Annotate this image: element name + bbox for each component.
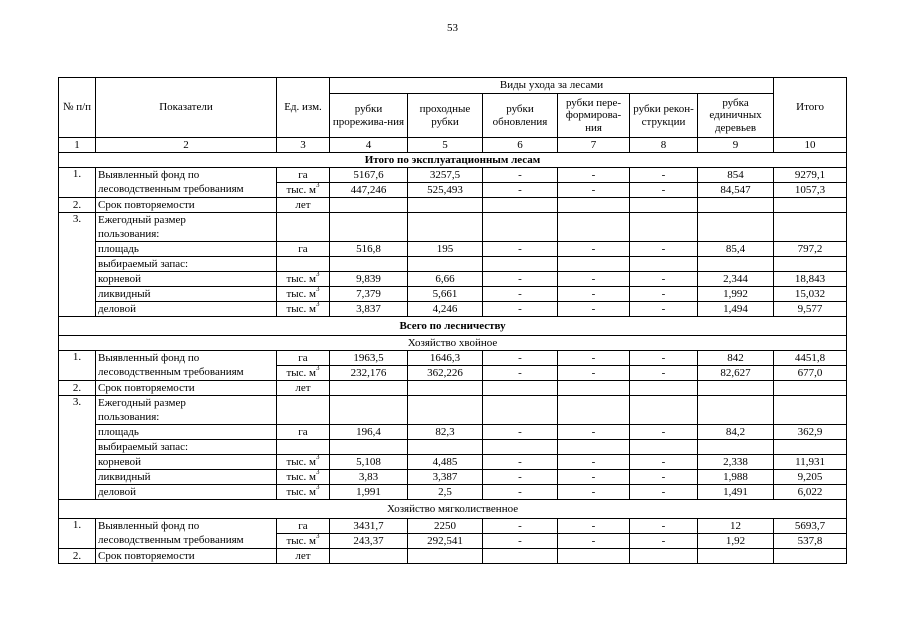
value-cell: 9279,1 xyxy=(774,168,847,183)
value-cell: - xyxy=(630,519,698,534)
value-cell: - xyxy=(558,425,630,440)
value-cell: 84,2 xyxy=(698,425,774,440)
value-cell: 4,485 xyxy=(408,455,483,470)
row-label: пользования: xyxy=(96,410,277,425)
header-total: Итого xyxy=(774,78,847,138)
value-cell: 1057,3 xyxy=(774,183,847,198)
value-cell: 842 xyxy=(698,351,774,366)
row-number: 1. xyxy=(59,519,96,549)
value-cell: 232,176 xyxy=(330,366,408,381)
table-row xyxy=(59,302,847,317)
value-cell: - xyxy=(558,366,630,381)
value-cell: - xyxy=(630,366,698,381)
value-cell: 82,627 xyxy=(698,366,774,381)
value-cell: 196,4 xyxy=(330,425,408,440)
table-row xyxy=(59,425,847,440)
col-number: 4 xyxy=(330,138,408,153)
value-cell: 537,8 xyxy=(774,534,847,549)
value-cell: - xyxy=(483,485,558,500)
value-cell: 7,379 xyxy=(330,287,408,302)
value-cell: - xyxy=(558,470,630,485)
value-cell: - xyxy=(483,287,558,302)
table-row xyxy=(59,168,847,183)
table-row xyxy=(59,519,847,534)
table-row xyxy=(59,198,847,213)
value-cell: - xyxy=(558,183,630,198)
value-cell: 3,83 xyxy=(330,470,408,485)
value-cell: 12 xyxy=(698,519,774,534)
table-row xyxy=(59,549,847,564)
value-cell: 4451,8 xyxy=(774,351,847,366)
value-cell: 362,226 xyxy=(408,366,483,381)
header-sub: рубка единичных деревьев xyxy=(698,94,774,138)
value-cell: - xyxy=(630,242,698,257)
table-row xyxy=(59,534,847,549)
col-number: 8 xyxy=(630,138,698,153)
unit-cell: тыс. $м^3$ xyxy=(277,455,330,470)
header-sub: проходные рубки xyxy=(408,94,483,138)
row-number: 1. xyxy=(59,168,96,198)
value-cell: - xyxy=(558,242,630,257)
value-cell: - xyxy=(630,534,698,549)
value-cell: - xyxy=(630,470,698,485)
value-cell: - xyxy=(483,470,558,485)
row-label: деловой xyxy=(96,485,277,500)
header-group: Виды ухода за лесами xyxy=(330,78,774,94)
value-cell: 292,541 xyxy=(408,534,483,549)
value-cell: - xyxy=(483,366,558,381)
value-cell: 243,37 xyxy=(330,534,408,549)
row-label: лесоводственным требованиям xyxy=(96,366,277,381)
row-label: Срок повторяемости xyxy=(96,198,277,213)
col-number: 10 xyxy=(774,138,847,153)
value-cell: - xyxy=(558,272,630,287)
section-subtitle: Хозяйство мягколиственное xyxy=(59,500,847,519)
value-cell: - xyxy=(483,168,558,183)
value-cell: - xyxy=(483,425,558,440)
header-indicator: Показатели xyxy=(96,78,277,138)
value-cell: - xyxy=(558,351,630,366)
row-label: Ежегодный размер xyxy=(96,396,277,411)
table-row xyxy=(59,213,847,228)
row-label: пользования: xyxy=(96,227,277,242)
row-label: выбираемый запас: xyxy=(96,440,277,455)
value-cell: 1,92 xyxy=(698,534,774,549)
value-cell: 1,992 xyxy=(698,287,774,302)
value-cell: 3,387 xyxy=(408,470,483,485)
value-cell: 82,3 xyxy=(408,425,483,440)
unit-cell: тыс. $м^3$ xyxy=(277,272,330,287)
section-title: Всего по лесничеству xyxy=(59,317,847,336)
row-label: корневой xyxy=(96,455,277,470)
forest-care-table xyxy=(58,77,847,564)
value-cell: - xyxy=(558,168,630,183)
table-row xyxy=(59,381,847,396)
table-row xyxy=(59,272,847,287)
value-cell: 516,8 xyxy=(330,242,408,257)
value-cell: 6,66 xyxy=(408,272,483,287)
header-unit: Ед. изм. xyxy=(277,78,330,138)
value-cell: 2,344 xyxy=(698,272,774,287)
row-label: лесоводственным требованиям xyxy=(96,534,277,549)
table-row xyxy=(59,396,847,411)
value-cell: - xyxy=(630,302,698,317)
value-cell: 854 xyxy=(698,168,774,183)
value-cell: - xyxy=(558,287,630,302)
row-label: деловой xyxy=(96,302,277,317)
row-label: Срок повторяемости xyxy=(96,549,277,564)
value-cell: 3257,5 xyxy=(408,168,483,183)
value-cell: 2,5 xyxy=(408,485,483,500)
value-cell: - xyxy=(630,425,698,440)
col-number: 5 xyxy=(408,138,483,153)
unit-cell: тыс. $м^3$ xyxy=(277,302,330,317)
header-sub: рубки обновления xyxy=(483,94,558,138)
row-label: лесоводственным требованиям xyxy=(96,183,277,198)
row-label: площадь xyxy=(96,425,277,440)
value-cell: - xyxy=(483,519,558,534)
value-cell: 677,0 xyxy=(774,366,847,381)
table-row xyxy=(59,485,847,500)
header-num: № п/п xyxy=(59,78,96,138)
unit-cell: тыс. $м^3$ xyxy=(277,287,330,302)
value-cell: - xyxy=(558,534,630,549)
value-cell: - xyxy=(483,242,558,257)
value-cell: 5693,7 xyxy=(774,519,847,534)
unit-cell: тыс. $м^3$ xyxy=(277,470,330,485)
table-row xyxy=(59,351,847,366)
row-label: ликвидный xyxy=(96,470,277,485)
table-row xyxy=(59,183,847,198)
row-label: Выявленный фонд по xyxy=(96,168,277,183)
value-cell: 2,338 xyxy=(698,455,774,470)
unit-cell: тыс. $м^3$ xyxy=(277,183,330,198)
row-number: 3. xyxy=(59,213,96,317)
header-row xyxy=(59,78,847,94)
value-cell: - xyxy=(630,272,698,287)
value-cell: - xyxy=(558,455,630,470)
row-label: ликвидный xyxy=(96,287,277,302)
page-number: 53 xyxy=(447,22,458,34)
row-label: Ежегодный размер xyxy=(96,213,277,228)
value-cell: - xyxy=(630,351,698,366)
value-cell: 1,491 xyxy=(698,485,774,500)
table-row xyxy=(59,455,847,470)
value-cell: 5,661 xyxy=(408,287,483,302)
unit-cell: лет xyxy=(277,381,330,396)
unit-cell: тыс. $м^3$ xyxy=(277,485,330,500)
header-sub: рубки прорежива-ния xyxy=(330,94,408,138)
value-cell: 1646,3 xyxy=(408,351,483,366)
value-cell: 1,988 xyxy=(698,470,774,485)
value-cell: - xyxy=(630,287,698,302)
col-number: 6 xyxy=(483,138,558,153)
value-cell: 15,032 xyxy=(774,287,847,302)
value-cell: 84,547 xyxy=(698,183,774,198)
unit-cell: га xyxy=(277,519,330,534)
value-cell: 525,493 xyxy=(408,183,483,198)
value-cell: 1963,5 xyxy=(330,351,408,366)
table-row xyxy=(59,366,847,381)
value-cell: 6,022 xyxy=(774,485,847,500)
row-label: Срок повторяемости xyxy=(96,381,277,396)
section-title: Итого по эксплуатационным лесам xyxy=(59,153,847,168)
section-subtitle: Хозяйство хвойное xyxy=(59,336,847,351)
col-number: 2 xyxy=(96,138,277,153)
col-number: 7 xyxy=(558,138,630,153)
value-cell: 3,837 xyxy=(330,302,408,317)
value-cell: 18,843 xyxy=(774,272,847,287)
row-label: выбираемый запас: xyxy=(96,257,277,272)
unit-cell: лет xyxy=(277,198,330,213)
value-cell: - xyxy=(483,302,558,317)
row-label: Выявленный фонд по xyxy=(96,351,277,366)
row-label: площадь xyxy=(96,242,277,257)
table-row xyxy=(59,470,847,485)
table-row xyxy=(59,287,847,302)
value-cell: 2250 xyxy=(408,519,483,534)
value-cell: - xyxy=(483,534,558,549)
value-cell: 9,205 xyxy=(774,470,847,485)
unit-cell: тыс. $м^3$ xyxy=(277,534,330,549)
value-cell: - xyxy=(630,168,698,183)
col-number: 9 xyxy=(698,138,774,153)
value-cell: 3431,7 xyxy=(330,519,408,534)
value-cell: - xyxy=(630,183,698,198)
table-row xyxy=(59,242,847,257)
value-cell: 9,839 xyxy=(330,272,408,287)
unit-cell: тыс. $м^3$ xyxy=(277,366,330,381)
row-number: 1. xyxy=(59,351,96,381)
value-cell: 1,991 xyxy=(330,485,408,500)
row-label: Выявленный фонд по xyxy=(96,519,277,534)
row-number: 2. xyxy=(59,549,96,564)
row-number: 2. xyxy=(59,381,96,396)
value-cell: 5,108 xyxy=(330,455,408,470)
value-cell: - xyxy=(558,485,630,500)
value-cell: - xyxy=(630,485,698,500)
value-cell: - xyxy=(483,455,558,470)
value-cell: - xyxy=(483,183,558,198)
unit-cell: га xyxy=(277,351,330,366)
col-number: 1 xyxy=(59,138,96,153)
value-cell: 447,246 xyxy=(330,183,408,198)
value-cell: 195 xyxy=(408,242,483,257)
value-cell: 11,931 xyxy=(774,455,847,470)
value-cell: - xyxy=(483,272,558,287)
col-number: 3 xyxy=(277,138,330,153)
value-cell: 85,4 xyxy=(698,242,774,257)
value-cell: 797,2 xyxy=(774,242,847,257)
value-cell: - xyxy=(558,302,630,317)
unit-cell: га xyxy=(277,242,330,257)
unit-cell: лет xyxy=(277,549,330,564)
unit-cell: га xyxy=(277,425,330,440)
table-row xyxy=(59,440,847,455)
header-sub: рубки рекон-струкции xyxy=(630,94,698,138)
value-cell: 362,9 xyxy=(774,425,847,440)
value-cell: - xyxy=(558,519,630,534)
value-cell: - xyxy=(483,351,558,366)
row-number: 2. xyxy=(59,198,96,213)
value-cell: 5167,6 xyxy=(330,168,408,183)
table-row xyxy=(59,257,847,272)
row-number: 3. xyxy=(59,396,96,500)
value-cell: 9,577 xyxy=(774,302,847,317)
value-cell: 4,246 xyxy=(408,302,483,317)
header-sub: рубки пере-формирова-ния xyxy=(558,94,630,138)
row-label: корневой xyxy=(96,272,277,287)
value-cell: - xyxy=(630,455,698,470)
value-cell: 1,494 xyxy=(698,302,774,317)
column-number-row xyxy=(59,138,847,153)
unit-cell: га xyxy=(277,168,330,183)
